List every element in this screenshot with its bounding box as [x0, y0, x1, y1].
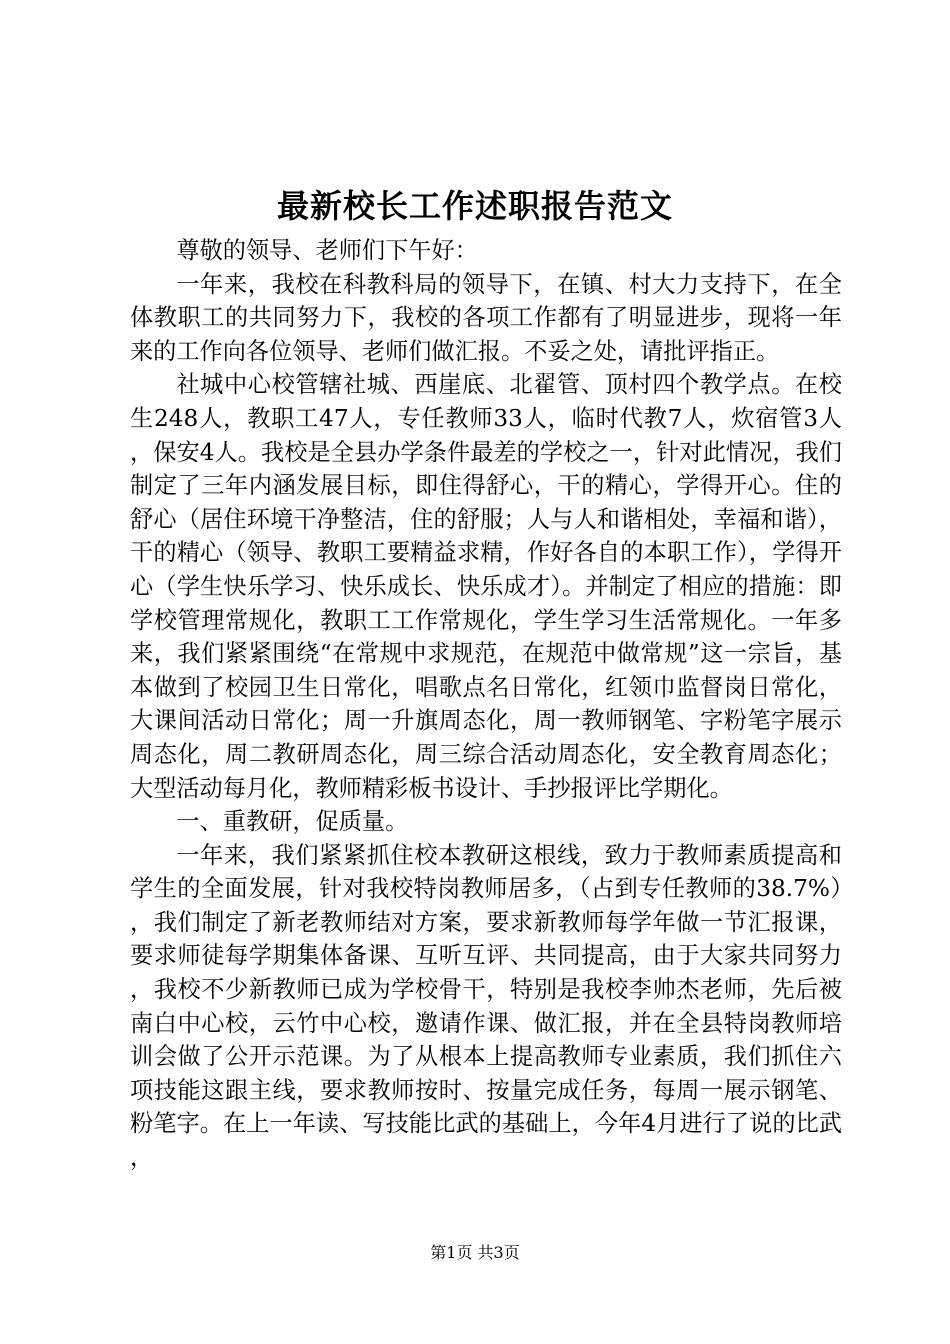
- document-body: [130, 234, 842, 1175]
- page-footer: 第1页 共3页: [430, 1243, 520, 1262]
- paragraph-greeting: 尊敬的领导、老师们下午好：: [176, 237, 478, 264]
- section-heading-teaching-research: 一、重教研，促质量。: [176, 808, 409, 836]
- paragraph-school-overview: 社城中心校管辖社城、西崖底、北翟管、顶村四个教学点。在校生248人，教职工47人，专任教师33人，临时代教7人，炊宿管3人，保安4人。我校是全县办学条件最差的学校之一，针对此情况，我们制定了三年内涵发展目标，即住得舒心，干的精心，学得开心。住的舒心（居住环境干净整洁，住的舒服；人与人和谐相处，幸福和谐），干的精心（领导、教职工要精益求精，作好各自的本职工作），学得开心（学生快乐学习、快乐成长、快乐成才）。并制定了相应的措施：即学校管理常规化，教职工工作常规化，学生学习生活常规化。一年多来，我们紧紧围绕“在常规中求规范，在规范中做常规”这一宗旨，基本做到了校园卫生日常化，唱歌点名日常化，红领巾监督岗日常化，大课间活动日常化；周一升旗周态化，周一教师钢笔、字粉笔字展示周态化，周二教研周态化，周三综合活动周态化，安全教育周态化；大型活动每月化，教师精彩板书设计、手抄报评比学期化。: [130, 371, 842, 802]
- document-title: 最新校长工作述职报告范文: [276, 187, 673, 225]
- paragraph-intro: 一年来，我校在科教科局的领导下，在镇、村大力支持下，在全体教职工的共同努力下，我校的各项工作都有了明显进步，现将一年来的工作向各位领导、老师们做汇报。不妥之处，请批评指正。: [130, 270, 842, 365]
- paragraph-teaching-research: 一年来，我们紧紧抓住校本教研这根线，致力于教师素质提高和学生的全面发展，针对我校特岗教师居多，（占到专任教师的38.7%），我们制定了新老教师结对方案，要求新教师每学年做一节汇报课，要求师徒每学期集体备课、互听互评、共同提高，由于大家共同努力，我校不少新教师已成为学校骨干，特别是我校李帅杰老师，先后被南白中心校，云竹中心校，邀请作课、做汇报，并在全县特岗教师培训会做了公开示范课。为了从根本上提高教师专业素质，我们抓住六项技能这跟主线，要求教师按时、按量完成任务，每周一展示钢笔、粉笔字。在上一年读、写技能比武的基础上，今年4月进行了说的比武，: [130, 841, 842, 1172]
